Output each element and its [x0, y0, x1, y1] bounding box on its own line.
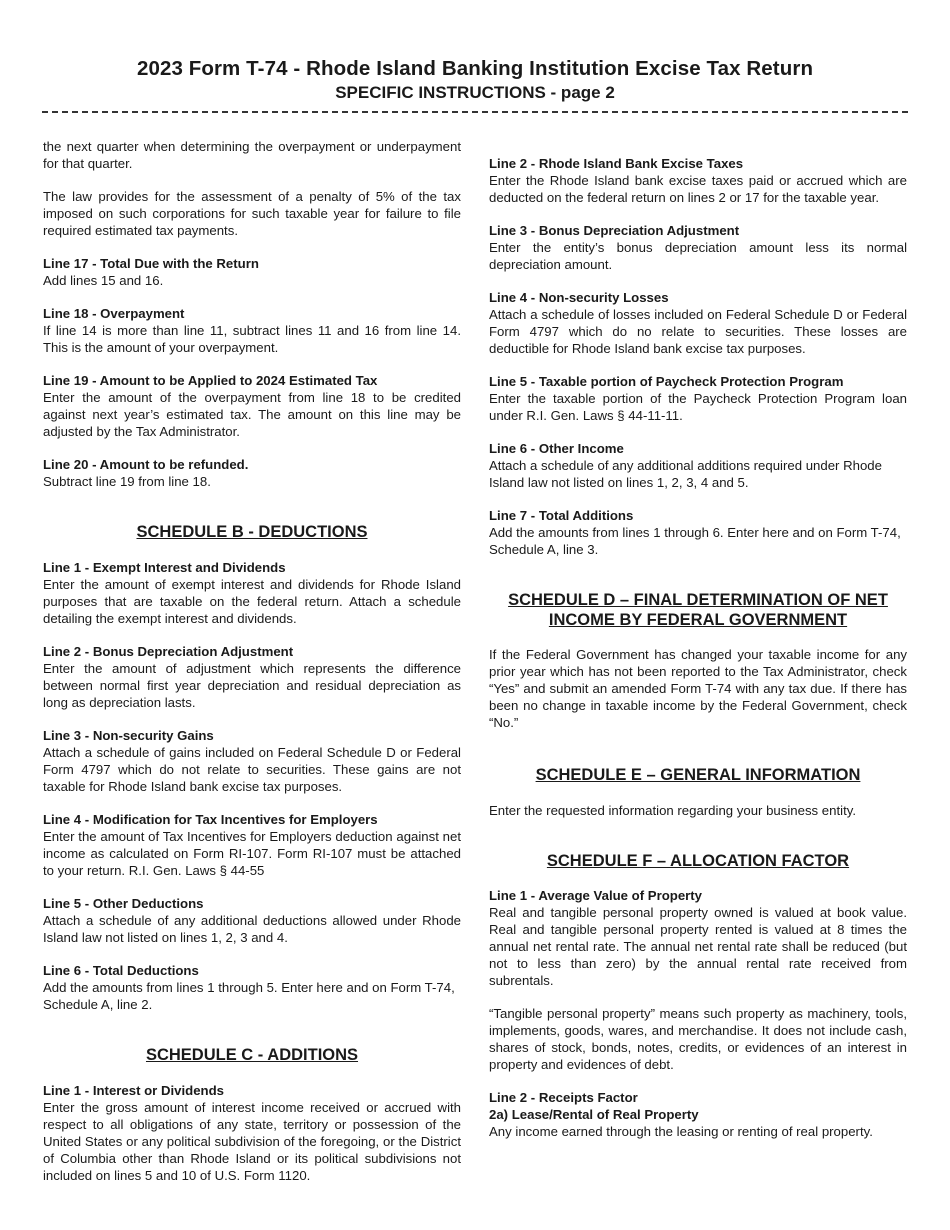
line20-heading: Line 20 - Amount to be refunded. — [43, 457, 249, 472]
sched-c-line2-heading: Line 2 - Rhode Island Bank Excise Taxes — [489, 156, 744, 171]
schedule-d-heading-line2: INCOME BY FEDERAL GOVERNMENT — [548, 611, 848, 629]
sched-b-line5-text: Attach a schedule of any additional deductions allowed under Rhode Island law not listed on lines 1, 2, 3 and 4. — [43, 913, 461, 945]
sched-b-line1-text: Enter the amount of exempt interest and dividends for Rhode Island purposes that are taxable on the federal return. Attach a schedule detailing the exempt interest and dividends. — [43, 577, 461, 626]
sched-b-line4-text: Enter the amount of Tax Incentives for Employers deduction against net income as calculated on Form RI-107. Form RI-107 must be attached to your return. R.I. Gen. Laws § 44-55 — [43, 829, 461, 878]
line18-heading: Line 18 - Overpayment — [43, 306, 185, 321]
sched-c-line4-text: Attach a schedule of losses included on Federal Schedule D or Federal Form 4797 which do no relate to securities. These losses are deductible for Rhode Island bank excise tax purposes. — [489, 307, 907, 356]
sched-c-line7-section — [489, 507, 907, 558]
line17-heading: Line 17 - Total Due with the Return — [43, 256, 259, 271]
sched-b-line2-text: Enter the amount of adjustment which represents the difference between normal first year depreciation and residual depreciation as long as depreciation lasts. — [43, 661, 461, 710]
sched-c-line3-section — [489, 222, 907, 273]
sched-c-line5-text: Enter the taxable portion of the Paycheck Protection Program loan under R.I. Gen. Laws § 44-11-11. — [489, 391, 907, 423]
schedule-d-heading — [489, 590, 907, 630]
page-header — [0, 57, 950, 104]
sched-b-line6-text: Add the amounts from lines 1 through 5. Enter here and on Form T-74, Schedule A, line 2. — [43, 980, 455, 1012]
sched-b-line3-section — [43, 727, 461, 795]
sched-f-line2-section — [489, 1089, 907, 1140]
sched-b-line5-heading: Line 5 - Other Deductions — [43, 896, 204, 911]
page-subtitle: SPECIFIC INSTRUCTIONS - page 2 — [335, 83, 615, 102]
sched-f-line1-section — [489, 887, 907, 989]
sched-f-line1-text: Real and tangible personal property owned is valued at book value. Real and tangible personal property rented is valued at 8 times the annual net rental rate. The annual net rental rate shall be reduced (but not to less than zero) by the annual rental rate received from subrentals. — [489, 905, 907, 988]
sched-c-line3-heading: Line 3 - Bonus Depreciation Adjustment — [489, 223, 740, 238]
sched-b-line5-section — [43, 895, 461, 946]
schedule-d-heading-line1: SCHEDULE D – FINAL DETERMINATION OF NET — [508, 591, 888, 609]
sched-c-line5-heading: Line 5 - Taxable portion of Paycheck Protection Program — [489, 374, 844, 389]
sched-f-line2a-text: Any income earned through the leasing or renting of real property. — [489, 1124, 873, 1139]
line18-section — [43, 305, 461, 356]
sched-c-line6-text: Attach a schedule of any additional additions required under Rhode Island law not listed on lines 1, 2, 3, 4 and 5. — [489, 458, 882, 490]
sched-f-line2a-heading: 2a) Lease/Rental of Real Property — [489, 1107, 699, 1122]
sched-b-line1-heading: Line 1 - Exempt Interest and Dividends — [43, 560, 286, 575]
sched-b-line4-heading: Line 4 - Modification for Tax Incentives for Employers — [43, 812, 378, 827]
penalty-paragraph: The law provides for the assessment of a penalty of 5% of the tax imposed on such corporations for such taxable year for failure to file required estimated tax payments. — [43, 189, 461, 238]
right-column — [489, 155, 907, 1156]
sched-c-line6-section — [489, 440, 907, 491]
line18-text: If line 14 is more than line 11, subtract lines 11 and 16 from line 14. This is the amount of your overpayment. — [43, 323, 461, 355]
sched-c-line4-section — [489, 289, 907, 357]
sched-c-line1-heading: Line 1 - Interest or Dividends — [43, 1083, 224, 1098]
sched-b-line6-heading: Line 6 - Total Deductions — [43, 963, 199, 978]
schedule-b-heading: SCHEDULE B - DEDUCTIONS — [136, 523, 368, 541]
continued-paragraph: the next quarter when determining the overpayment or underpayment for that quarter. — [43, 139, 461, 171]
sched-c-line2-text: Enter the Rhode Island bank excise taxes paid or accrued which are deducted on the federal return on lines 2 or 17 for the taxable year. — [489, 173, 907, 205]
sched-b-line2-section — [43, 643, 461, 711]
schedule-e-heading: SCHEDULE E – GENERAL INFORMATION — [535, 766, 861, 784]
sched-c-line3-text: Enter the entity’s bonus depreciation amount less its normal depreciation amount. — [489, 240, 907, 272]
schedule-d-text: If the Federal Government has changed your taxable income for any prior year which has not been reported to the Tax Administrator, check “Yes” and submit an amended Form T-74 with any tax due. If there has been no change in taxable income by the Federal Government, check “No.” — [489, 647, 907, 730]
sched-c-line2-section — [489, 155, 907, 206]
sched-c-line6-heading: Line 6 - Other Income — [489, 441, 624, 456]
sched-b-line3-heading: Line 3 - Non-security Gains — [43, 728, 214, 743]
sched-c-line1-text: Enter the gross amount of interest income received or accrued with respect to all obligations of any state, territory or possession of the United States or any political subdivision of the foregoing, or the District of Columbia other than Rhode Island or its political subdivisions not included on lines 5 and 10 of U.S. Form 1120. — [43, 1100, 461, 1183]
sched-c-line7-heading: Line 7 - Total Additions — [489, 508, 634, 523]
line19-section — [43, 372, 461, 440]
sched-b-line6-section — [43, 962, 461, 1013]
sched-c-line1-section — [43, 1082, 461, 1184]
schedule-f-heading: SCHEDULE F – ALLOCATION FACTOR — [546, 852, 850, 870]
line17-section — [43, 255, 461, 289]
sched-c-line4-heading: Line 4 - Non-security Losses — [489, 290, 669, 305]
sched-b-line3-text: Attach a schedule of gains included on Federal Schedule D or Federal Form 4797 which do not relate to securities. These gains are not taxable for Rhode Island bank excise tax purposes. — [43, 745, 461, 794]
sched-c-line7-text: Add the amounts from lines 1 through 6. Enter here and on Form T-74, Schedule A, line 3. — [489, 525, 901, 557]
left-column — [43, 138, 461, 1200]
sched-b-line1-section — [43, 559, 461, 627]
schedule-e-text: Enter the requested information regarding your business entity. — [489, 803, 857, 818]
sched-c-line5-section — [489, 373, 907, 424]
sched-b-line2-heading: Line 2 - Bonus Depreciation Adjustment — [43, 644, 294, 659]
line20-text: Subtract line 19 from line 18. — [43, 474, 211, 489]
line19-heading: Line 19 - Amount to be Applied to 2024 Estimated Tax — [43, 373, 378, 388]
schedule-c-heading: SCHEDULE C - ADDITIONS — [145, 1046, 359, 1064]
line19-text: Enter the amount of the overpayment from line 18 to be credited against next year’s estimated tax. The amount on this line may be adjusted by the Tax Administrator. — [43, 390, 461, 439]
sched-b-line4-section — [43, 811, 461, 879]
line20-section — [43, 456, 461, 490]
page-title: 2023 Form T-74 - Rhode Island Banking Institution Excise Tax Return — [136, 57, 814, 80]
line17-text: Add lines 15 and 16. — [43, 273, 164, 288]
sched-f-line2-heading: Line 2 - Receipts Factor — [489, 1090, 638, 1105]
sched-f-line1-heading: Line 1 - Average Value of Property — [489, 888, 703, 903]
header-divider — [42, 111, 908, 113]
tangible-property-paragraph: “Tangible personal property” means such property as machinery, tools, implements, goods, wares, and merchandise. It does not include cash, shares of stock, bonds, notes, credits, or evidences of an interest in property and evidences of debt. — [489, 1006, 907, 1072]
